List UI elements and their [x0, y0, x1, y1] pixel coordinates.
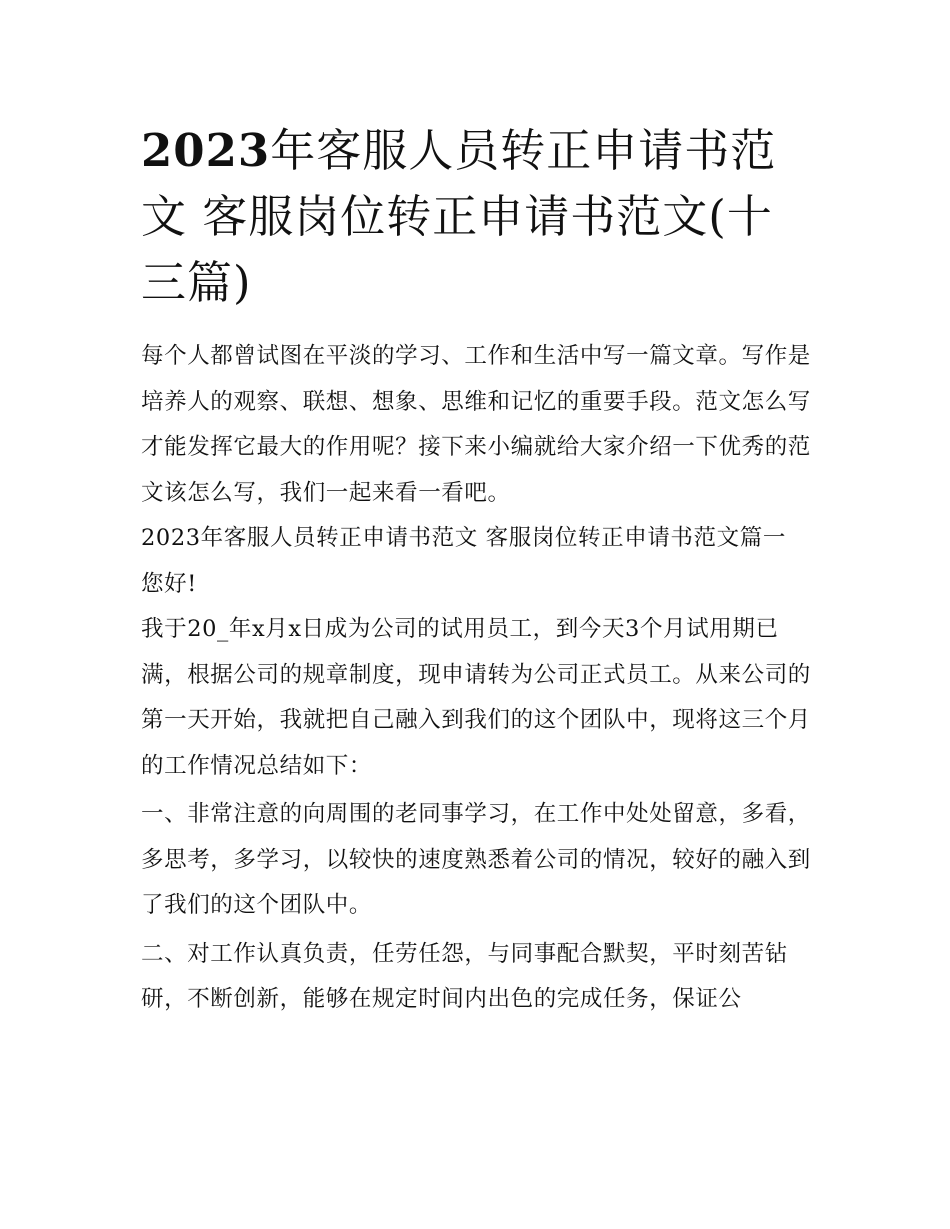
document-body	[141, 334, 813, 1023]
intro-paragraph: 每个人都曾试图在平淡的学习、工作和生活中写一篇文章。写作是培养人的观察、联想、想象、思维和记忆的重要手段。范文怎么写才能发挥它最大的作用呢？接下来小编就给大家介绍一下优秀的范文该怎么写，我们一起来看一看吧。	[141, 343, 811, 506]
body-paragraph: 我于20_年x月x日成为公司的试用员工，到今天3个月试用期已满，根据公司的规章制度，现申请转为公司正式员工。从来公司的第一天开始，我就把自己融入到我们的这个团队中，现将这三个月的工作情况总结如下：	[141, 616, 811, 779]
section-heading: 2023年客服人员转正申请书范文 客服岗位转正申请书范文篇一 您好!	[141, 525, 786, 597]
title-year: 2023	[141, 124, 271, 177]
document-title	[141, 118, 813, 316]
body-paragraph: 一、非常注意的向周围的老同事学习，在工作中处处留意，多看，多思考，多学习，以较快的速度熟悉着公司的情况，较好的融入到了我们的这个团队中。	[141, 801, 811, 918]
document-page	[141, 118, 813, 1023]
body-paragraph: 二、对工作认真负责，任劳任怨，与同事配合默契，平时刻苦钻研，不断创新，能够在规定时间内出色的完成任务，保证公	[141, 940, 788, 1012]
title-text: 年客服人员转正申请书范文 客服岗位转正申请书范文(十三篇)	[141, 124, 777, 309]
